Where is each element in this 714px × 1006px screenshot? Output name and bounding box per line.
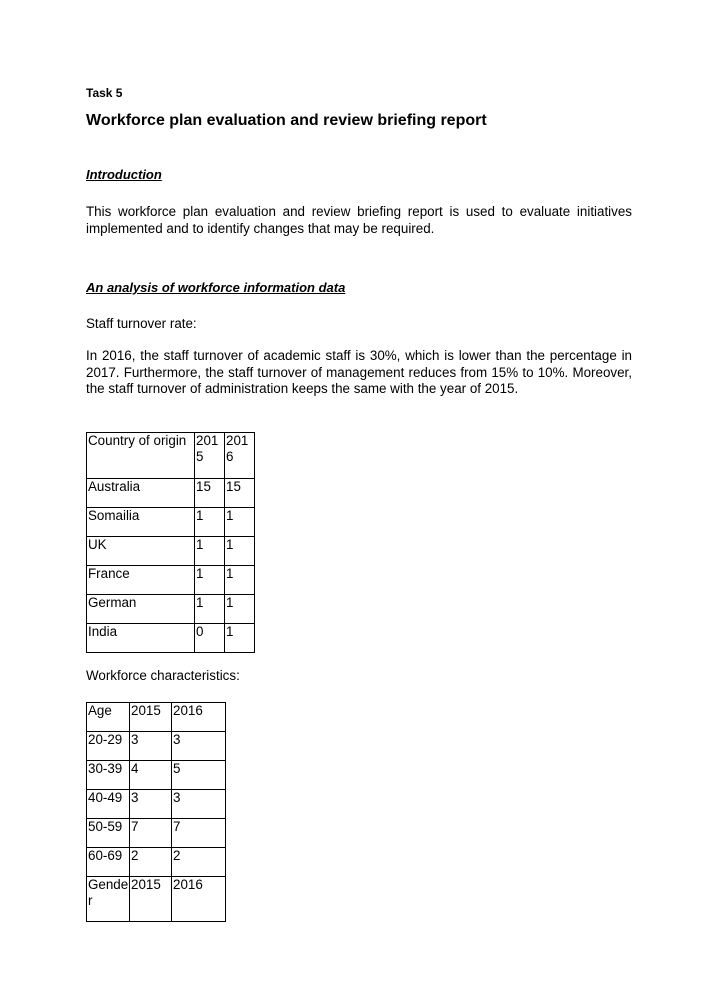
table-row [87,537,255,566]
table-row [87,761,226,790]
table-cell: 30-39 [87,761,130,790]
table-cell: German [87,595,195,624]
table-cell: 2 [172,848,226,877]
table-header-cell: 2016 [225,433,255,479]
table-cell: 1 [225,595,255,624]
task-label: Task 5 [86,86,123,100]
table-row [87,819,226,848]
table-row [87,848,226,877]
table-cell: 3 [172,732,226,761]
table-header-cell: 2016 [172,877,226,922]
age-table [86,702,226,922]
table-cell: 1 [195,537,225,566]
table-cell: France [87,566,195,595]
table-header-row [87,703,226,732]
table-cell: 1 [225,566,255,595]
document-title: Workforce plan evaluation and review briefing report [86,112,487,129]
table-header-cell: Country of origin [87,433,195,479]
table-row [87,595,255,624]
table-cell: 15 [195,479,225,508]
table-cell: Somailia [87,508,195,537]
table-cell: 50-59 [87,819,130,848]
table-cell: 20-29 [87,732,130,761]
table-cell: 1 [225,508,255,537]
table-row [87,790,226,819]
table-cell: 3 [130,790,172,819]
table-header-row [87,433,255,479]
table-cell: 5 [172,761,226,790]
introduction-heading: Introduction [86,167,162,182]
turnover-paragraph: In 2016, the staff turnover of academic staff is 30%, which is lower than the percentage in 2017. Furthermore, the staff turnover of management reduces from 15% to 10%. Moreover, the staff turnover of administration keeps the same with the year of 2015. [86,348,632,396]
table-header-cell: 2015 [130,703,172,732]
gender-header-row [87,877,226,922]
table-cell: UK [87,537,195,566]
table-row [87,624,255,653]
table-cell: 40-49 [87,790,130,819]
table-header-cell: 2016 [172,703,226,732]
table-header-cell: 2015 [195,433,225,479]
table-cell: 4 [130,761,172,790]
table-cell: 3 [130,732,172,761]
turnover-label: Staff turnover rate: [86,316,197,331]
table-header-cell: 2015 [130,877,172,922]
table-cell: India [87,624,195,653]
introduction-paragraph: This workforce plan evaluation and review briefing report is used to evaluate initiatives implemented and to identify changes that may be required. [86,204,632,236]
table-cell: 1 [225,624,255,653]
table-row [87,566,255,595]
table-cell: 15 [225,479,255,508]
table-cell: Australia [87,479,195,508]
workforce-characteristics-label: Workforce characteristics: [86,668,240,683]
table-cell: 1 [195,566,225,595]
table-cell: 1 [225,537,255,566]
table-row [87,479,255,508]
table-cell: 1 [195,595,225,624]
table-cell: 2 [130,848,172,877]
table-cell: 7 [172,819,226,848]
country-of-origin-table [86,432,255,653]
table-cell: 0 [195,624,225,653]
table-header-cell: Gender [87,877,130,922]
table-cell: 3 [172,790,226,819]
table-row [87,508,255,537]
analysis-heading: An analysis of workforce information data [86,280,346,295]
table-cell: 1 [195,508,225,537]
table-cell: 60-69 [87,848,130,877]
table-header-cell: Age [87,703,130,732]
table-row [87,732,226,761]
table-cell: 7 [130,819,172,848]
